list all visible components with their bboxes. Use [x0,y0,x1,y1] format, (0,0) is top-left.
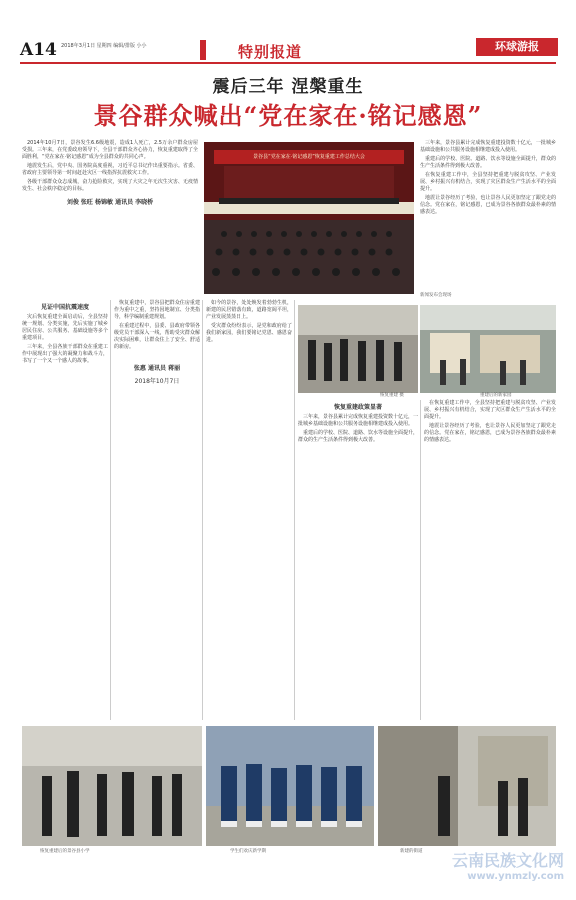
right-column [420,140,556,218]
intro-paragraph-3: 各级干部群众众志成城，奋力抢险救灾，实现了大灾之年无次生灾害、无疫情发生、社会秩序稳定的目标。 [22,179,198,192]
right-paragraph-4: 地震让景谷经历了考验，也让景谷人民更加坚定了跟党走的信念。党在家在，铭记感恩，已成为景谷各族群众最朴素的情感表达。 [420,195,556,215]
fourth-paragraph-1: 三年来，景谷县累计完成恢复重建投资数十亿元，一批城乡基础设施和公共服务设施相继建成投入使用。 [298,414,419,427]
bottom-caption-3: 新建的街道 [400,849,423,854]
third-column [206,300,292,346]
brand-logo: 环球游报 [476,38,558,56]
intro-paragraph-2: 地震发生后，党中央、国务院高度重视，习近平总书记作出重要指示。省委、省政府主要领导第一时间赶赴灾区一线指挥抗震救灾工作。 [22,163,198,176]
bottom-caption-2: 学生们欢庆新学期 [230,849,266,854]
subhead-2: 恢复重建政策显著 [333,404,382,411]
bottom-photo-1 [22,726,202,846]
right-paragraph-3: 在恢复重建工作中，全县坚持把重建与脱贫攻坚、产业发展、乡村振兴有机结合，实现了灾区群众生产生活水平的全面提升。 [420,172,556,192]
new-houses-image [420,305,556,393]
fifth-paragraph-1: 在恢复重建工作中，全县坚持把重建与脱贫攻坚、产业发展、乡村振兴有机结合，实现了灾区群众生产生活水平的全面提升。 [424,400,556,420]
meeting-banner-text: 景谷县“党在家在·铭记感恩”恢复重建工作总结大会 [253,154,365,160]
column-rule [202,300,203,720]
right-paragraph-1: 三年来，景谷县累计完成恢复重建投资数十亿元，一批城乡基础设施和公共服务设施相继建成投入使用。 [420,140,556,153]
date-line: 2018年10月7日 [134,378,180,385]
street-image [378,726,556,846]
second-paragraph-2: 在重建过程中，县委、县政府带领各级党员干部深入一线，帮助受灾群众解决实际困难，让群众住上了安全、舒适的新房。 [114,323,200,350]
watermark-line-1: 云南民族文化网 [451,851,564,870]
column-rule [110,300,111,720]
right-paragraph-2: 重建后的学校、医院、道路、饮水等设施全面提升，群众的生产生活条件得到极大改善。 [420,156,556,169]
mid-photo-caption-2: 重建后的新家园 [480,393,512,398]
second-column [114,300,200,385]
students-image [206,726,374,846]
left-body-paragraph-1: 灾后恢复重建全面启动后，全县坚持统一规划、分类实施，先后实施了城乡居民住房、公共服务、基础设施等多个重建项目。 [22,314,108,341]
bottom-photo-3 [378,726,556,846]
page-number: A14 [20,40,57,60]
mid-photo-2 [420,305,556,393]
main-photo-caption: 新闻发布会现场 [420,293,452,298]
meeting-photo [204,142,414,294]
fifth-paragraph-2: 地震让景谷经历了考验，也让景谷人民更加坚定了跟党走的信念。党在家在，铭记感恩，已成为景谷各族群众最朴素的情感表达。 [424,423,556,443]
header-rule [20,62,556,64]
mid-photo-1 [298,305,418,393]
headline: 景谷群众喊出“党在家在·铭记感恩” [93,101,483,130]
bottom-photo-2 [206,726,374,846]
fourth-paragraph-2: 重建后的学校、医院、道路、饮水等设施全面提升，群众的生产生活条件得到极大改善。 [298,430,419,443]
watermark-line-2: www.ynmzly.com [467,871,564,882]
bottom-caption-1: 恢复重建后的景谷县小学 [40,849,90,854]
third-paragraph-2: 受灾群众纷纷表示，是党和政府给了我们新家园，我们要铭记党恩、感恩奋进。 [206,323,292,343]
kicker: 震后三年 涅槃重生 [212,77,364,97]
officials-walk-image [298,305,418,393]
section-banner [200,40,370,60]
watermark [452,848,564,882]
byline-left: 刘俊 张旺 杨锦敏 通讯员 李晓桥 [66,199,154,206]
mid-photo-caption-1: 恢复重建 摄 [380,393,404,398]
third-paragraph-1: 如今的景谷，处处焕发着勃勃生机，新建的民居错落有致，道路宽阔平坦，产业发展蒸蒸日上。 [206,300,292,320]
column-rule [294,300,295,720]
school-visit-image [22,726,202,846]
second-paragraph-1: 恢复重建中，景谷县把群众住房重建作为重中之重，坚持因地制宜、分类指导，科学编制重建规划。 [114,300,200,320]
left-body-paragraph-2: 三年来，全县各族干部群众在重建工作中展现出了强大的凝聚力和战斗力，书写了一个又一个感人的故事。 [22,344,108,364]
byline-mid: 张惠 通讯员 蒋丽 [133,365,181,372]
intro-paragraph: 2014年10月7日，景谷发生6.6级地震，造成1人死亡，2.5万余户群众房屋受损。三年来，在党委政府领导下，全县干部群众齐心协力，恢复重建取得了全面胜利，“党在家在·铭记感恩”成为全县群众的共同心声。 [22,140,198,160]
issue-meta: 2018年3月1日 星期四 编辑/排版 小小 [61,43,147,49]
fourth-column [298,400,418,446]
subhead-1: 见证中国抗震速度 [40,304,89,311]
meeting-hall-image [204,142,414,294]
column-rule [420,400,421,720]
section-title: 特别报道 [238,43,303,61]
fifth-column [424,400,556,446]
left-body [22,300,108,367]
intro-block [22,140,198,206]
